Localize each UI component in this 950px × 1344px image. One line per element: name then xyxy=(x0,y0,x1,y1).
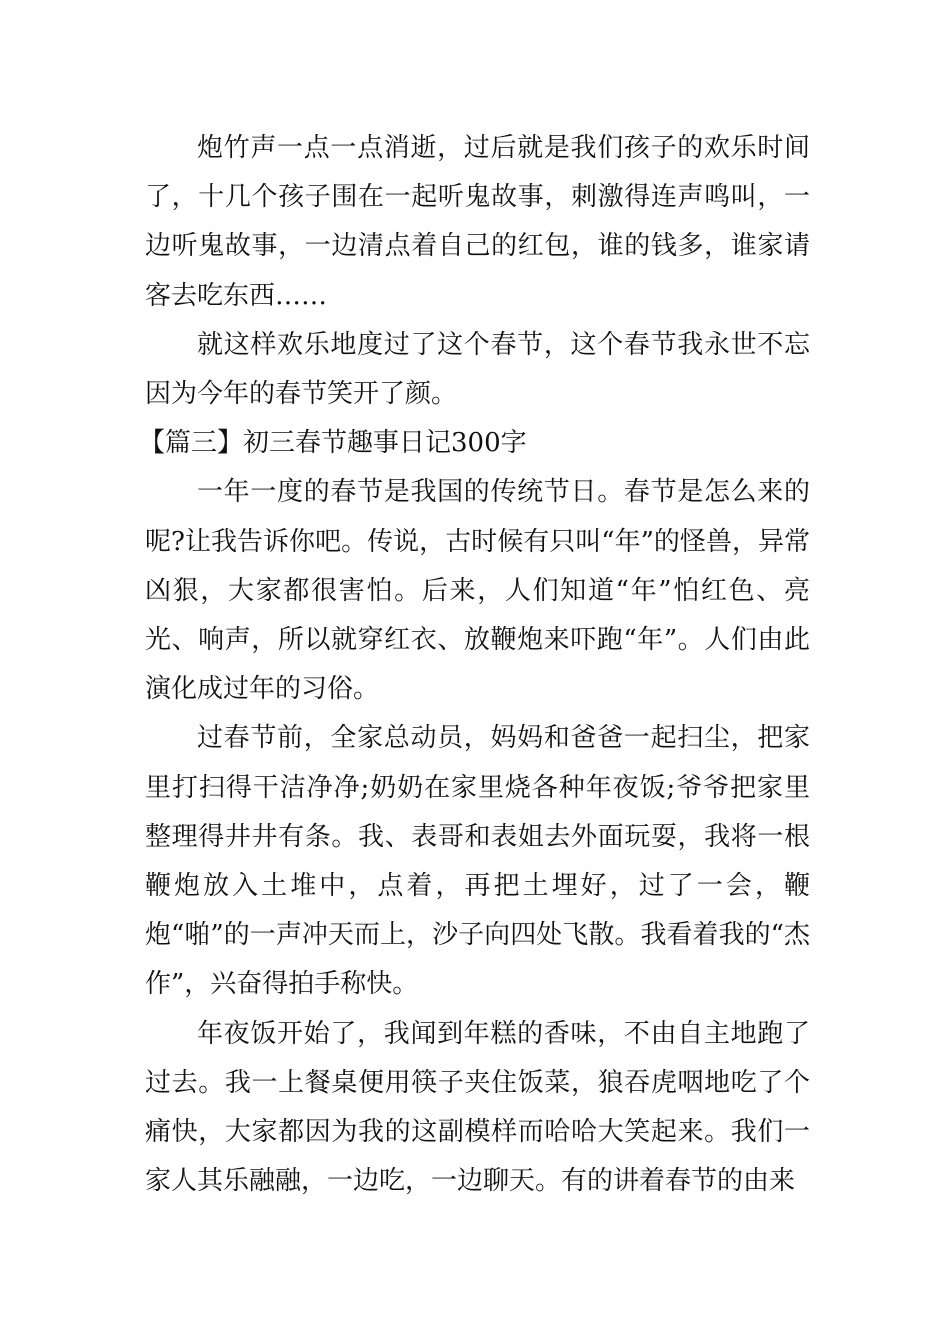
paragraph-before-festival: 过春节前，全家总动员，妈妈和爸爸一起扫尘，把家里打扫得干洁净净;奶奶在家里烧各种年夜饭;爷爷把家里整理得井井有条。我、表哥和表姐去外面玩耍，我将一根鞭炮放入土堆中，点着，再把土埋好，过了一会，鞭炮“啪”的一声冲天而上，沙子向四处飞散。我看着我的“杰作”，兴奋得拍手称快。 xyxy=(145,723,810,1000)
paragraph-new-year-dinner: 年夜饭开始了，我闻到年糕的香味，不由自主地跑了过去。我一上餐桌便用筷子夹住饭菜，狼吞虎咽地吃了个痛快，大家都因为我的这副模样而哈哈大笑起来。我们一家人其乐融融，一边吃，一边聊天。有的讲着春节的由来 xyxy=(145,1018,810,1197)
section-heading: 【篇三】初三春节趣事日记300字 xyxy=(139,428,527,459)
document-page xyxy=(139,124,810,1206)
paragraph-firecracker-stories: 炮竹声一点一点消逝，过后就是我们孩子的欢乐时间了，十几个孩子围在一起听鬼故事，刺激得连声鸣叫，一边听鬼故事，一边清点着自己的红包，谁的钱多，谁家请客去吃东西…… xyxy=(145,133,810,311)
paragraph-happy-spring-festival: 就这样欢乐地度过了这个春节，这个春节我永世不忘因为今年的春节笑开了颜。 xyxy=(145,329,810,410)
paragraph-nian-legend: 一年一度的春节是我国的传统节日。春节是怎么来的呢?让我告诉你吧。传说，古时候有只叫“年”的怪兽，异常凶狠，大家都很害怕。后来，人们知道“年”怕红色、亮光、响声，所以就穿红衣、放鞭炮来吓跑“年”。人们由此演化成过年的习俗。 xyxy=(145,477,810,705)
